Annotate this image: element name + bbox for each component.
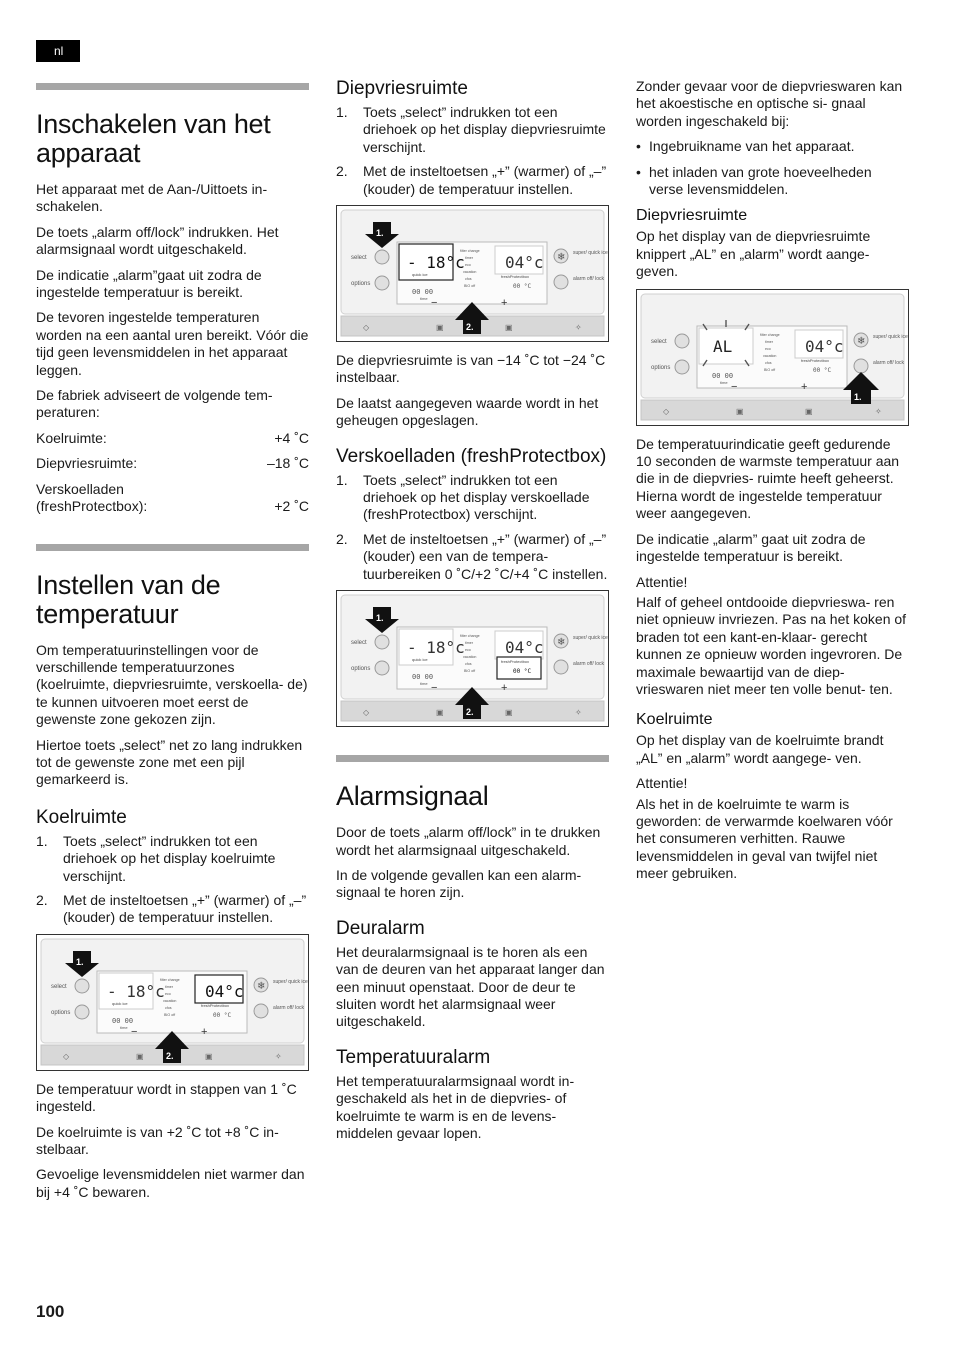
paragraph: Het apparaat met de Aan-/Uittoets in- schakelen. <box>36 181 268 215</box>
bullet-text: Ingebruikname van het apparaat. <box>649 138 855 155</box>
freshprotectbox-label: freshProtectbox <box>801 357 830 363</box>
temp-label: Verskoelladen (freshProtectbox): <box>36 480 148 515</box>
freezer-temperature-display: - 18°c <box>407 253 465 273</box>
paragraph: De koelruimte is van +2 ˚C tot +8 ˚C in- stelbaar. <box>36 1123 279 1157</box>
section-rule <box>36 83 309 90</box>
steps-list <box>336 104 609 198</box>
step-text: Met de insteltoetsen „+” (warmer) of „–” (kouder) de temperatuur instellen. <box>63 891 307 926</box>
step-item <box>336 163 609 198</box>
alarm-off-lock-label: alarm off/ lock <box>273 1004 305 1011</box>
menu-item: filter change <box>460 249 480 254</box>
snowflake-icon: ❄ <box>857 335 866 347</box>
step-text: Met de insteltoetsen „+” (warmer) of „–” (kouder) een van de tempera- tuurbereiken 0 ˚C/+2 ˚C/+4 ˚C instellen. <box>363 530 608 582</box>
alarm-off-lock-label: alarm off/ lock <box>873 359 905 366</box>
plus-key: + <box>501 682 508 695</box>
bullet-item <box>636 164 909 199</box>
alarm-off-lock-label: alarm off/ lock <box>573 276 605 283</box>
paragraph: Door de toets „alarm off/lock” in te drukken wordt het alarmsignaal uitgeschakeld. <box>336 824 601 858</box>
page-number: 100 <box>36 1302 65 1321</box>
menu-item: eco <box>465 648 471 653</box>
time-display: 00 00 <box>712 371 734 380</box>
column-2 <box>336 78 609 1150</box>
paragraph: De indicatie „alarm” gaat uit zodra de ingestelde temperatuur is bereikt. <box>636 530 866 565</box>
super-quick-ice-label: super/ quick ice <box>573 250 608 257</box>
menu-item: timer <box>465 256 473 261</box>
step-text: Toets „select” indrukken tot een driehoek op het display koelruimte verschijnt. <box>63 832 276 884</box>
step-number: 2. <box>336 163 348 180</box>
minus-key: − <box>131 1025 138 1038</box>
heading-verskoelladen: Verskoelladen (freshProtectbox) <box>336 445 607 467</box>
select-key <box>375 635 389 649</box>
menu-item: BIO off <box>464 284 476 289</box>
step-item <box>336 472 609 524</box>
alarm-key-icon <box>854 359 868 373</box>
quick-ice-label: quick ice <box>112 1000 128 1006</box>
menu-item: BIO off <box>164 1012 176 1017</box>
plus-key: + <box>501 297 508 310</box>
select-key <box>675 334 689 348</box>
heading-inschakelen: Inschakelen van het apparaat <box>36 109 271 168</box>
column-3 <box>636 78 909 891</box>
menu-item: eco <box>465 263 471 268</box>
drop-icon: ◇ <box>663 406 670 416</box>
menu-item: vacation <box>163 998 177 1003</box>
super-quick-ice-label: super/ quick ice <box>273 978 308 985</box>
language-badge: nl <box>36 40 80 62</box>
heading-temperatuuralarm: Temperatuuralarm <box>336 1046 491 1068</box>
minus-key: − <box>431 297 438 310</box>
snowflake-icon: ❄ <box>557 637 566 649</box>
paragraph: Het deuralarmsignaal is te horen als een van de deuren van het apparaat langer dan een minuut openstaat. Door de deur te sluiten wordt het alarmsignaal weer uitgeschakeld. <box>336 943 605 1030</box>
temp-label: Koelruimte: <box>36 429 107 446</box>
temp-row <box>36 430 309 447</box>
step-number: 2. <box>336 530 348 547</box>
menu-item: eco <box>165 991 171 996</box>
drop-icon: ◇ <box>363 323 370 333</box>
options-label: options <box>51 1009 71 1016</box>
time-display: 00 00 <box>412 673 434 682</box>
paragraph: De indicatie „alarm”gaat uit zodra de ingestelde temperatuur is bereikt. <box>36 266 262 301</box>
box-icon: ▣ <box>505 323 513 333</box>
paragraph: Zonder gevaar voor de diepvrieswaren kan het akoestische en optische si- gnaal worden ingeschakeld bij: <box>636 78 903 129</box>
temp-value: –18 ˚C <box>266 455 309 472</box>
step-number: 2. <box>36 891 48 908</box>
heading-deuralarm: Deuralarm <box>336 917 425 939</box>
menu-item: vacation <box>763 353 777 358</box>
paragraph: Op het display van de diepvriesruimte knippert „AL” en „alarm” wordt aange- geven. <box>636 228 871 280</box>
light-icon: ✧ <box>575 323 582 333</box>
options-key <box>375 276 389 290</box>
step-item <box>336 104 609 156</box>
control-panel-illustration <box>636 289 909 426</box>
menu-item: vacation <box>463 270 477 275</box>
paragraph: Gevoelige levensmiddelen niet warmer dan bij +4 ˚C bewaren. <box>36 1166 305 1200</box>
menu-item: eco <box>765 346 771 351</box>
step-1-marker: 1. <box>376 228 384 239</box>
section-rule <box>336 755 609 762</box>
temp-row <box>36 481 309 516</box>
paragraph: De laatst aangegeven waarde wordt in het geheugen opgeslagen. <box>336 394 599 429</box>
paragraph: Half of geheel ontdooide diepvrieswa- ren niet opnieuw invriezen. Pas na het koken of braden tot een kant-en-klaar- gerecht kunnen ze opnieuw worden ingevroren. De maximale bewaartijd van de diep- vrieswaren niet meer ten volle benut- ten. <box>636 593 907 697</box>
time-display: 00 00 <box>412 288 434 297</box>
menu-item: filter change <box>160 977 180 982</box>
paragraph: Om temperatuurinstellingen voor de verschillende temperatuurzones (koelruimte, diepvriesruimte, verskoella- de) te kunnen uitvoeren moet eerst de gewenste zone gekozen zijn. <box>36 641 308 728</box>
step-text: Toets „select” indrukken tot een driehoek op het display diepvriesruimte verschijnt. <box>363 104 606 155</box>
menu-item: filter change <box>460 634 480 639</box>
options-key <box>375 661 389 675</box>
menu-item: cfos <box>465 662 472 667</box>
heading-alarmsignaal: Alarmsignaal <box>336 781 489 812</box>
options-key <box>75 1005 89 1019</box>
control-panel-illustration <box>336 590 609 727</box>
temp-label: Diepvriesruimte: <box>36 455 138 472</box>
fresh-display: 00 °C <box>513 283 532 291</box>
menu-item: cfos <box>765 360 772 365</box>
paragraph: Het temperatuuralarmsignaal wordt in- geschakeld als het in de diepvries- of koelruimte te warm is en de levens- middelen gevaar lopen. <box>336 1072 575 1141</box>
fresh-display: 00 °C <box>513 668 532 676</box>
step-number: 1. <box>336 471 348 488</box>
drop-icon: ◇ <box>363 708 370 718</box>
box-icon: ▣ <box>205 1051 213 1061</box>
box-icon: ▣ <box>436 323 444 333</box>
light-icon: ✧ <box>575 708 582 718</box>
menu-item: timer <box>765 339 773 344</box>
snowflake-icon: ❄ <box>557 252 566 264</box>
alarm-key-icon <box>554 660 568 674</box>
plus-key: + <box>201 1025 208 1038</box>
heading-instellen: Instellen van de temperatuur <box>36 569 221 629</box>
select-label: select <box>351 640 367 647</box>
step-number: 1. <box>336 104 348 120</box>
select-label: select <box>651 338 667 345</box>
box-icon: ▣ <box>436 708 444 718</box>
paragraph: De temperatuurindicatie geeft gedurende 10 seconden de warmste temperatuur aan die in de diepvries- ruimte heeft geheerst. Hierna wordt de ingestelde temperatuur weer aangegeven. <box>636 435 900 522</box>
menu-item: BIO off <box>764 367 776 372</box>
fresh-display: 00 °C <box>813 366 832 374</box>
fridge-temperature-display: 04°c <box>205 981 244 1001</box>
minus-key: − <box>431 682 438 695</box>
freezer-temperature-display: - 18°c <box>407 638 465 658</box>
options-label: options <box>351 666 371 673</box>
attention-label: Attentie! <box>636 775 688 792</box>
time-label: time <box>420 296 428 302</box>
drop-icon: ◇ <box>63 1051 70 1061</box>
temp-value: +4 ˚C <box>274 429 309 446</box>
bullet-dot: • <box>636 138 641 155</box>
step-text: Toets „select” indrukken tot een driehoek op het display verskoellade (freshProtectbox) verschijnt. <box>363 471 590 523</box>
paragraph: In de volgende gevallen kan een alarm- signaal te horen zijn. <box>336 866 582 901</box>
paragraph: De diepvriesruimte is van −14 ˚C tot −24 ˚C instelbaar. <box>336 352 606 386</box>
step-1-marker: 1. <box>854 391 862 402</box>
recommended-temperatures <box>36 430 309 516</box>
bullet-dot: • <box>636 163 641 180</box>
menu-item: vacation <box>463 655 477 660</box>
menu-item: BIO off <box>464 669 476 674</box>
step-1-marker: 1. <box>76 956 84 967</box>
plus-key: + <box>801 380 808 393</box>
box-icon: ▣ <box>736 406 744 416</box>
quick-ice-label: quick ice <box>412 657 428 663</box>
quick-ice-label: quick ice <box>412 272 428 278</box>
bullet-text: het inladen van grote hoeveelheden verse levensmiddelen. <box>649 163 872 198</box>
fridge-temperature-display: 04°c <box>805 336 844 356</box>
temp-row <box>36 455 309 472</box>
fresh-display: 00 °C <box>213 1011 232 1019</box>
bullet-item <box>636 138 909 155</box>
section-rule <box>36 544 309 551</box>
step-2-marker: 2. <box>466 707 474 718</box>
heading-koelruimte: Koelruimte <box>36 806 127 828</box>
fridge-temperature-display: 04°c <box>505 253 544 273</box>
select-label: select <box>51 983 67 990</box>
temp-value: +2 ˚C <box>274 498 309 515</box>
snowflake-icon: ❄ <box>257 980 266 992</box>
step-1-marker: 1. <box>376 613 384 624</box>
step-2-marker: 2. <box>466 322 474 333</box>
control-panel-illustration <box>336 205 609 342</box>
step-2-marker: 2. <box>166 1050 174 1061</box>
steps-list <box>336 472 609 583</box>
menu-item: filter change <box>760 332 780 337</box>
freezer-temperature-display: - 18°c <box>107 981 165 1001</box>
time-display: 00 00 <box>112 1016 134 1025</box>
heading-koelruimte: Koelruimte <box>636 711 713 729</box>
menu-item: timer <box>165 984 173 989</box>
paragraph: Als het in de koelruimte te warm is geworden: de verwarmde koelwaren vóór het consumeren verhitten. Rauwe levensmiddelen in geval van twijfel niet meer gebruiken. <box>636 795 893 882</box>
freshprotectbox-label: freshProtectbox <box>501 659 530 665</box>
select-label: select <box>351 255 367 262</box>
light-icon: ✧ <box>875 406 882 416</box>
select-key <box>375 250 389 264</box>
column-1 <box>36 83 309 1209</box>
step-item <box>336 531 609 583</box>
menu-item: cfos <box>165 1005 172 1010</box>
step-item <box>36 892 309 927</box>
time-label: time <box>120 1024 128 1030</box>
alarm-key-icon <box>554 275 568 289</box>
box-icon: ▣ <box>136 1051 144 1061</box>
super-quick-ice-label: super/ quick ice <box>873 333 908 340</box>
menu-item: timer <box>465 641 473 646</box>
light-icon: ✧ <box>275 1051 282 1061</box>
time-label: time <box>420 681 428 687</box>
step-item <box>36 833 309 885</box>
paragraph: De toets „alarm off/lock” indrukken. Het alarmsignaal wordt uitgeschakeld. <box>36 223 279 258</box>
box-icon: ▣ <box>505 708 513 718</box>
alarm-key-icon <box>254 1004 268 1018</box>
step-text: Met de insteltoetsen „+” (warmer) of „–” (kouder) de temperatuur instellen. <box>363 163 607 197</box>
step-number: 1. <box>36 832 48 849</box>
options-key <box>675 360 689 374</box>
freshprotectbox-label: freshProtectbox <box>201 1002 230 1008</box>
paragraph: Op het display van de koelruimte brandt „AL” en „alarm” wordt aangege- ven. <box>636 732 884 766</box>
heading-diepvriesruimte: Diepvriesruimte <box>636 207 748 225</box>
super-quick-ice-label: super/ quick ice <box>573 635 608 642</box>
time-label: time <box>720 379 728 385</box>
heading-diepvriesruimte: Diepvriesruimte <box>336 78 468 99</box>
menu-item: cfos <box>465 277 472 282</box>
alarm-off-lock-label: alarm off/ lock <box>573 661 605 668</box>
attention-label: Attentie! <box>636 573 688 590</box>
box-icon: ▣ <box>805 406 813 416</box>
paragraph: De tevoren ingestelde temperaturen worden na een aantal uren bereikt. Vóór die tijd geen levensmiddelen in het apparaat leggen. <box>36 309 309 378</box>
steps-list <box>36 833 309 927</box>
fridge-temperature-display: 04°c <box>505 638 544 658</box>
bullet-list <box>636 138 909 198</box>
options-label: options <box>351 281 371 288</box>
freshprotectbox-label: freshProtectbox <box>501 274 530 280</box>
control-panel-illustration <box>36 934 309 1071</box>
paragraph: De temperatuur wordt in stappen van 1 ˚C ingesteld. <box>36 1080 297 1115</box>
paragraph: Hiertoe toets „select” net zo lang indrukken tot de gewenste zone met een pijl gemarkeerd is. <box>36 736 303 788</box>
options-label: options <box>651 364 671 371</box>
minus-key: − <box>731 380 738 393</box>
alarm-al-display: AL <box>713 336 733 356</box>
paragraph: De fabriek adviseert de volgende tem- peraturen: <box>36 387 273 421</box>
select-key <box>75 979 89 993</box>
